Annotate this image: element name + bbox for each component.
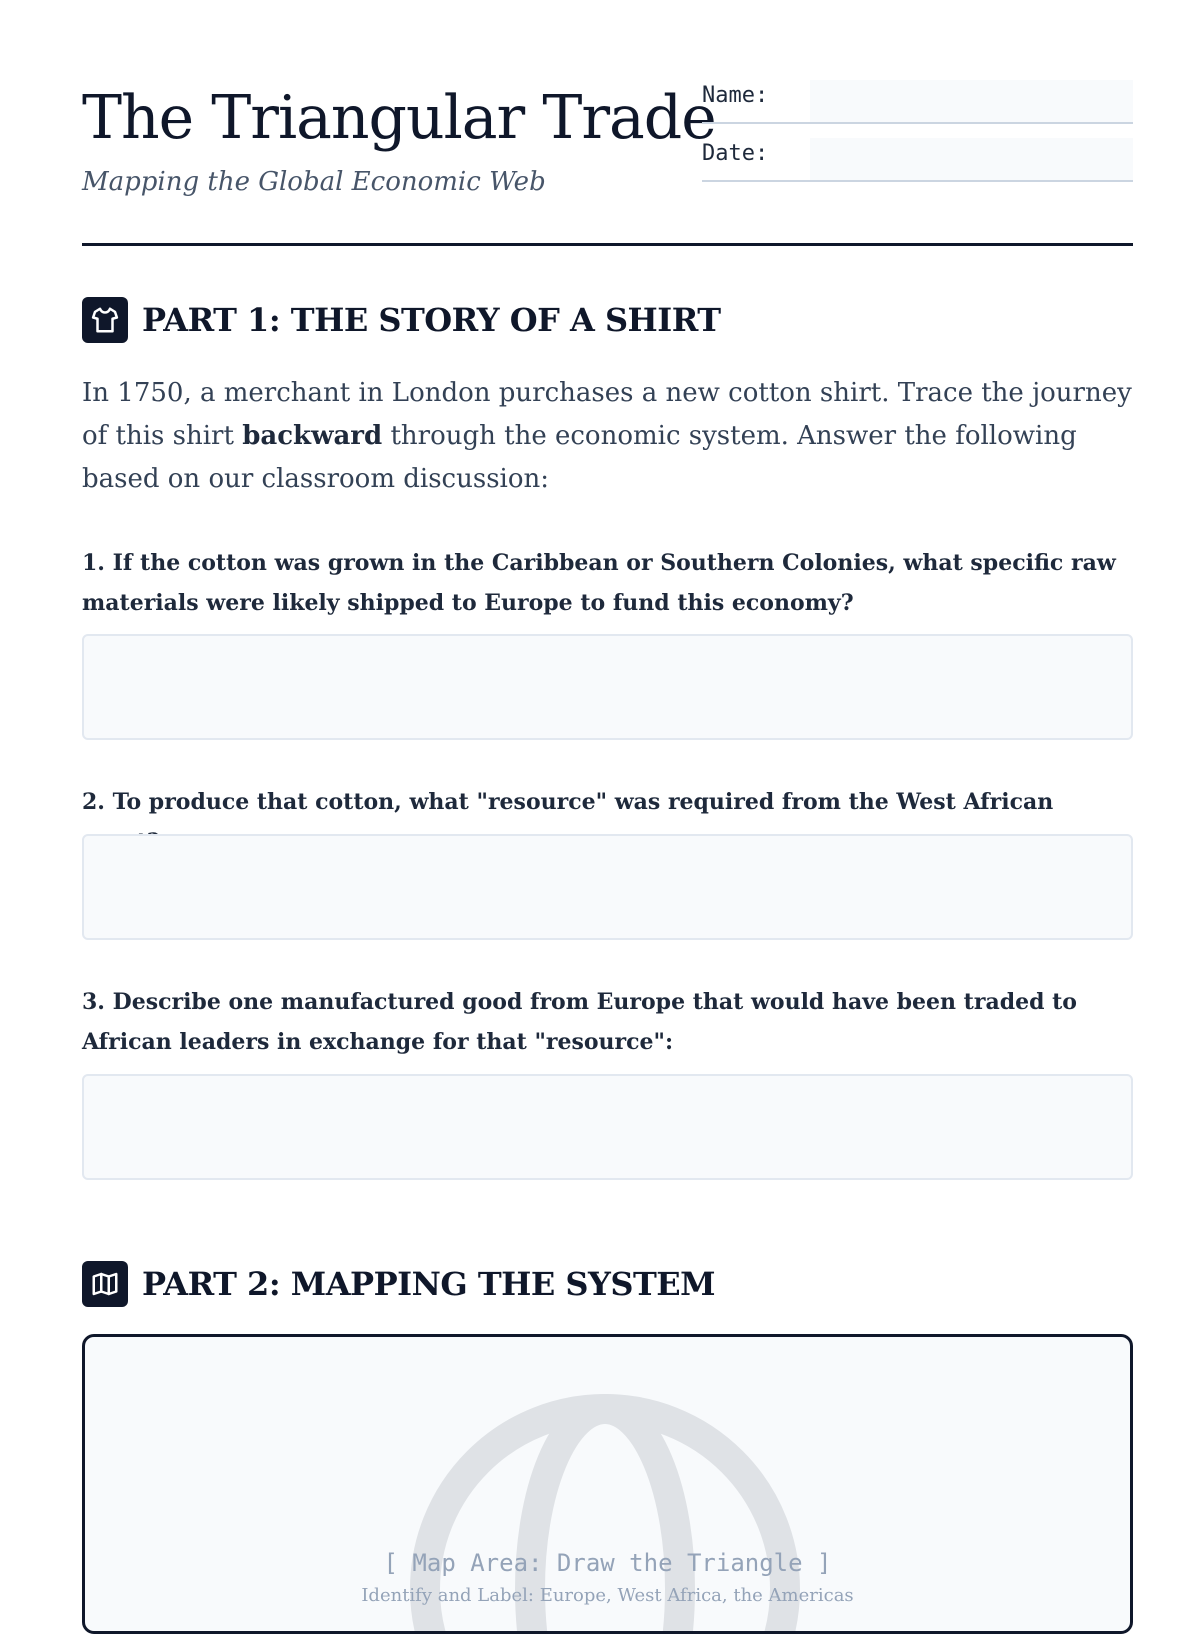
intro-text-end: through the economic system. Answer the following based on our classroom discussion: bbox=[82, 421, 1077, 494]
date-field[interactable] bbox=[810, 138, 1133, 180]
map-icon bbox=[82, 1261, 128, 1307]
answer-box-3[interactable] bbox=[82, 1074, 1133, 1180]
name-label: Name: bbox=[702, 83, 769, 108]
part1-intro bbox=[82, 372, 1133, 501]
name-row bbox=[702, 80, 1133, 124]
question-3: 3. Describe one manufactured good from Europe that would have been traded to African leaders in exchange for that "resource": bbox=[82, 989, 1077, 1055]
shirt-icon bbox=[82, 297, 128, 343]
part1-heading bbox=[82, 297, 721, 343]
question-1: 1. If the cotton was grown in the Caribbean or Southern Colonies, what specific raw materials were likely shipped to Europe to fund this economy? bbox=[82, 550, 1116, 616]
map-instructions: Identify and Label: Europe, West Africa, the Americas bbox=[361, 1585, 854, 1606]
student-info bbox=[702, 80, 1133, 196]
worksheet-page bbox=[82, 0, 1133, 1606]
page-title: The Triangular Trade bbox=[82, 83, 716, 153]
part1-title: PART 1: THE STORY OF A SHIRT bbox=[142, 301, 721, 339]
intro-emphasis: backward bbox=[242, 421, 383, 451]
part2-heading bbox=[82, 1261, 715, 1307]
name-field[interactable] bbox=[810, 80, 1133, 122]
answer-box-2[interactable] bbox=[82, 834, 1133, 940]
part2-title: PART 2: MAPPING THE SYSTEM bbox=[142, 1265, 716, 1303]
map-drawing-area[interactable] bbox=[82, 1334, 1133, 1634]
question-2: 2. To produce that cotton, what "resource" was required from the West African bbox=[82, 789, 1054, 815]
date-label: Date: bbox=[702, 141, 769, 166]
map-caption: [ Map Area: Draw the Triangle ] bbox=[383, 1549, 832, 1577]
worksheet-header bbox=[82, 0, 1133, 246]
page-subtitle: Mapping the Global Economic Web bbox=[82, 167, 546, 197]
answer-box-1[interactable] bbox=[82, 634, 1133, 740]
date-row bbox=[702, 138, 1133, 182]
intro-text-start: In 1750, a merchant in London purchases a new cotton shirt. Trace the journey of this shirt bbox=[82, 378, 1132, 451]
